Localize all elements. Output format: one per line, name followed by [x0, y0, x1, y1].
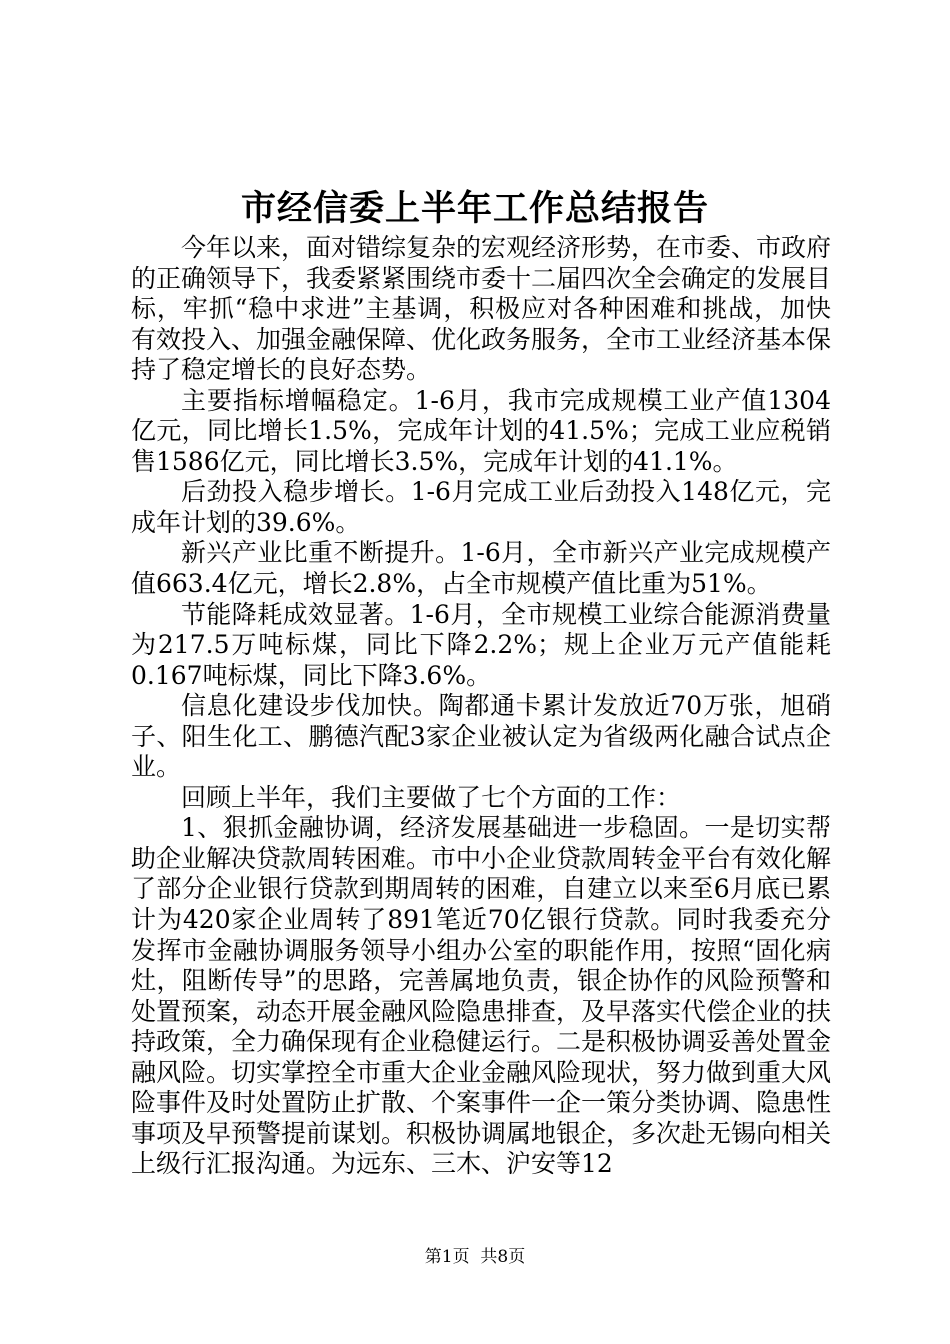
document-body	[131, 233, 831, 1180]
paragraph-informatization: 信息化建设步伐加快。陶都通卡累计发放近70万张，旭硝子、阳生化工、鹏德汽配3家企业被认定为省级两化融合试点企业。	[131, 691, 831, 782]
page-total: 共8页	[480, 1247, 526, 1267]
page-number: 第1页	[424, 1247, 470, 1267]
paragraph-intro: 今年以来，面对错综复杂的宏观经济形势，在市委、市政府的正确领导下，我委紧紧围绕市委十二届四次全会确定的发展目标，牢抓“稳中求进”主基调，积极应对各种困难和挑战，加快有效投入、加强金融保障、优化政务服务，全市工业经济基本保持了稳定增长的良好态势。	[131, 233, 832, 385]
paragraph-emerging-industries: 新兴产业比重不断提升。1-6月，全市新兴产业完成规模产值663.4亿元，增长2.8%，占全市规模产值比重为51%。	[131, 538, 831, 599]
paragraph-review-intro: 回顾上半年，我们主要做了七个方面的工作：	[181, 782, 682, 812]
paragraph-energy-saving: 节能降耗成效显著。1-6月，全市规模工业综合能源消费量为217.5万吨标煤，同比下降2.2%；规上企业万元产值能耗0.167吨标煤，同比下降3.6%。	[131, 599, 831, 690]
paragraph-main-indicators: 主要指标增幅稳定。1-6月，我市完成规模工业产值1304亿元，同比增长1.5%，完成年计划的41.5%；完成工业应税销售1586亿元，同比增长3.5%，完成年计划的41.1%。	[131, 385, 831, 476]
paragraph-work-item-1: 1、狠抓金融协调，经济发展基础进一步稳固。一是切实帮助企业解决贷款周转困难。市中小企业贷款周转金平台有效化解了部分企业银行贷款到期周转的困难，自建立以来至6月底已累计为420家企业周转了891笔近70亿银行贷款。同时我委充分发挥市金融协调服务领导小组办公室的职能作用，按照“固化病灶，阻断传导”的思路，完善属地负责，银企协作的风险预警和处置预案，动态开展金融风险隐患排查，及早落实代偿企业的扶持政策，全力确保现有企业稳健运行。二是积极协调妥善处置金融风险。切实掌控全市重大企业金融风险现状，努力做到重大风险事件及时处置防止扩散、个案事件一企一策分类协调、隐患性事项及早预警提前谋划。积极协调属地银企，多次赴无锡向相关上级行汇报沟通。为远东、三木、沪安等12	[131, 813, 832, 1179]
paragraph-investment: 后劲投入稳步增长。1-6月完成工业后劲投入148亿元，完成年计划的39.6%。	[131, 477, 831, 537]
document-title: 市经信委上半年工作总结报告	[240, 189, 709, 229]
page-footer	[0, 1246, 950, 1268]
